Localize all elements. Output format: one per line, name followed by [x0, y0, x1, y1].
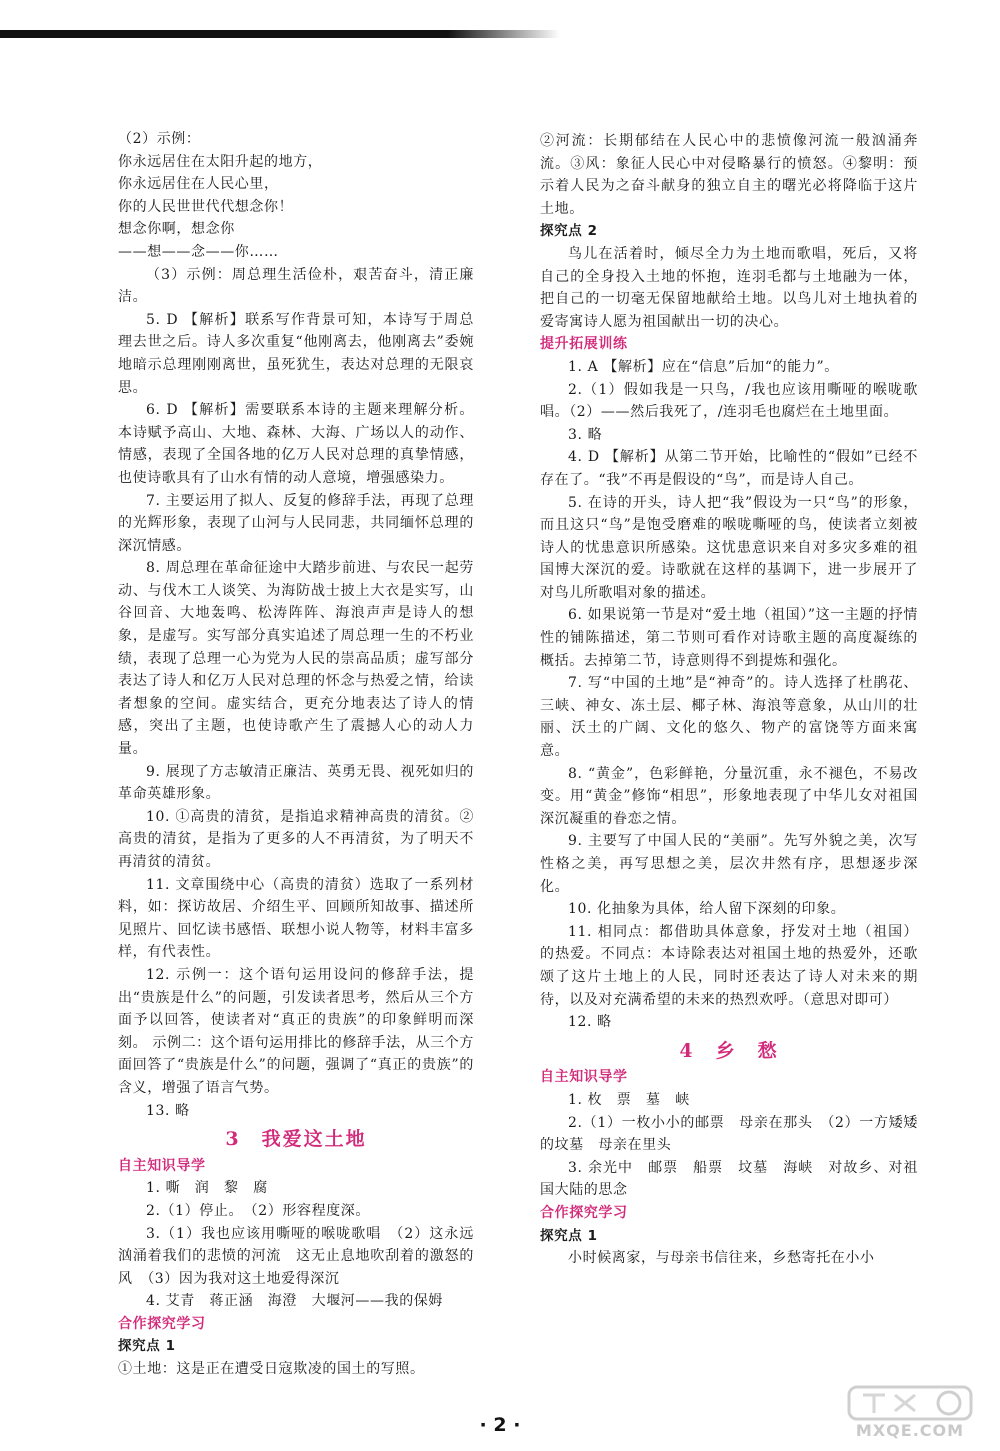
answer-paragraph: 10. 化抽象为具体，给人留下深刻的印象。	[568, 901, 846, 918]
answer-paragraph: 3. 略	[568, 426, 603, 443]
answer-paragraph: ②河流：长期郁结在人民心中的悲愤像河流一般汹涌奔流。③风：象征人民心中对侵略暴行的愤怒。④黎明：预示着人民为之奋斗献身的独立自主的曙光必将降临于这片土地。	[540, 133, 918, 217]
answer-paragraph: 2.（1）一枚小小的邮票 母亲在那头 （2）一方矮矮的坟墓 母亲在里头	[540, 1114, 918, 1154]
page-number: · 2 ·	[479, 1414, 521, 1436]
answer-paragraph: 小时候离家，与母亲书信往来，乡愁寄托在小小	[568, 1250, 875, 1267]
subsection-label: 探究点 1	[540, 1227, 598, 1244]
answer-paragraph: 12. 略	[568, 1014, 612, 1031]
answer-paragraph: 11. 文章围绕中心（高贵的清贫）选取了一系列材料，如：探访故居、介绍生平、回顾所知故事、描述所见照片、回忆读书感悟、联想小说人物等，材料丰富多样，有代表性。	[118, 876, 474, 961]
answer-paragraph: 8. 周总理在革命征途中大踏步前进、与农民一起劳动、与伐木工人谈笑、为海防战士披上大衣是实写，山谷回音、大地轰鸣、松涛阵阵、海浪声声是诗人的想象，是虚写。实写部分真实追述了周总理一生的不朽业绩，表现了总理一心为党为人民的崇高品质；虚写部分表达了诗人和亿万人民对总理的怀念与热爱之情，给读者想象的空间。虚实结合，更充分地表达了诗人的情感，突出了主题，也使诗歌产生了震撼人心的动人力量。	[118, 560, 474, 758]
answer-paragraph: 2.（1）停止。 （2）形容程度深。	[146, 1202, 370, 1219]
answer-paragraph: 1. 嘶 润 黎 腐	[146, 1180, 268, 1197]
answer-paragraph: 1. 枚 票 墓 峡	[568, 1091, 690, 1108]
answer-paragraph: （2）示例：	[118, 131, 201, 147]
answer-paragraph: 3. 余光中 邮票 船票 坟墓 海峡 对故乡、对祖国大陆的思念	[540, 1159, 918, 1199]
left-column	[118, 128, 474, 1381]
answer-paragraph: 你永远居住在人民心里，	[118, 176, 279, 193]
answer-paragraph: 鸟儿在活着时，倾尽全力为土地而歌唱，死后，又将自己的全身投入土地的怀抱，连羽毛都与土地融为一体，把自己的一切毫无保留地献给土地。以鸟儿对土地执着的爱寄寓诗人愿为祖国献出一切的决心。	[540, 245, 918, 330]
answer-paragraph: 13. 略	[146, 1102, 190, 1119]
answer-paragraph: 6. D 【解析】需要联系本诗的主题来理解分析。本诗赋予高山、大地、森林、大海、广场以人的动作、情感，表现了全国各地的亿万人民对总理的真挚情感，也使诗歌具有了山水有情的动人意境，增强感染力。	[118, 402, 474, 486]
subsection-label: 探究点 2	[540, 223, 598, 240]
answer-paragraph: 6. 如果说第一节是对“爱土地（祖国）”这一主题的抒情性的铺陈描述，第二节则可看作对诗歌主题的高度凝练的概括。去掉第二节，诗意则得不到提炼和强化。	[540, 607, 918, 669]
answer-paragraph: 9. 主要写了中国人民的“美丽”。先写外貌之美，次写性格之美，再写思想之美，层次井然有序，思想逐步深化。	[540, 833, 918, 895]
answer-paragraph: 10. ①高贵的清贫，是指追求精神高贵的清贫。②高贵的清贫，是指为了更多的人不再清贫，为了明天不再清贫的清贫。	[118, 808, 474, 870]
top-rule	[0, 30, 560, 38]
section-heading: 提升拓展训练	[540, 336, 628, 353]
answer-paragraph: 7. 写“中国的土地”是“神奇”的。诗人选择了杜鹃花、三峡、神女、冻土层、椰子林、海浪等意象，从山川的壮丽、沃土的广阔、文化的悠久、物产的富饶等方面来寓意。	[540, 675, 918, 760]
answer-stamp-icon	[845, 1383, 975, 1423]
section-heading: 合作探究学习	[540, 1204, 628, 1221]
answer-paragraph: 1. A 【解析】应在“信息”后加“的能力”。	[568, 358, 839, 375]
watermark-logo	[845, 1383, 975, 1445]
section-heading: 自主知识导学	[118, 1157, 206, 1174]
chapter-title: 4 乡 愁	[679, 1039, 779, 1062]
answer-paragraph: 5. D 【解析】联系写作背景可知，本诗写于周总理去世之后。诗人多次重复“他刚离去，他刚离去”委婉地暗示总理刚刚离世，虽死犹生，表达对总理的无限哀思。	[118, 311, 474, 396]
answer-paragraph: 4. D 【解析】从第二节开始，比喻性的“假如”已经不存在了。“我”不再是假设的“鸟”，而是诗人自己。	[540, 449, 918, 488]
answer-paragraph: 4. 艾青 蒋正涵 海澄 大堰河——我的保姆	[146, 1293, 444, 1310]
answer-paragraph: ①土地：这是正在遭受日寇欺凌的国土的写照。	[118, 1361, 425, 1378]
answer-paragraph: 9. 展现了方志敏清正廉洁、英勇无畏、视死如归的革命英雄形象。	[118, 763, 474, 803]
right-column	[540, 130, 918, 1270]
answer-paragraph: ——想——念——你……	[118, 243, 279, 260]
answer-paragraph: 3.（1）我也应该用嘶哑的喉咙歌唱 （2）这永远汹涌着我们的悲愤的河流 这无止息地吹刮着的激怒的风 （3）因为我对这土地爱得深沉	[118, 1225, 474, 1287]
answer-paragraph: 你永远居住在太阳升起的地方，	[118, 153, 323, 170]
answer-paragraph: （3）示例：周总理生活俭朴，艰苦奋斗，清正廉洁。	[118, 266, 474, 306]
subsection-label: 探究点 1	[118, 1338, 176, 1355]
answer-paragraph: 7. 主要运用了拟人、反复的修辞手法，再现了总理的光辉形象，表现了山河与人民同悲，共同缅怀总理的深沉情感。	[118, 492, 474, 554]
section-heading: 自主知识导学	[540, 1069, 628, 1086]
section-heading: 合作探究学习	[118, 1315, 206, 1332]
answer-paragraph: 5. 在诗的开头，诗人把“我”假设为一只“鸟”的形象，而且这只“鸟”是饱受磨难的喉咙嘶哑的鸟，使读者立刻被诗人的忧患意识所感染。这忧患意识来自对多灾多难的祖国博大深沉的爱。诗歌就在这样的基调下，进一步展开了对鸟儿所歌唱对象的描述。	[540, 494, 918, 601]
answer-paragraph: 12. 示例一：这个语句运用设问的修辞手法，提出“贵族是什么”的问题，引发读者思考，然后从三个方面予以回答，使读者对“真正的贵族”的印象鲜明而深刻。 示例二：这个语句运用排比的修辞手法，从三个方面回答了“贵族是什么”的问题，强调了“真正的贵族”的含义，增强了语言气势。	[118, 966, 474, 1096]
answer-paragraph: 8. “黄金”，色彩鲜艳，分量沉重，永不褪色，不易改变。用“黄金”修饰“相思”，形象地表现了中华儿女对祖国深沉凝重的眷恋之情。	[540, 765, 918, 827]
answer-paragraph: 2.（1）假如我是一只鸟，/我也应该用嘶哑的喉咙歌唱。（2）——然后我死了，/连羽毛也腐烂在土地里面。	[540, 381, 918, 421]
chapter-title: 3 我爱这土地	[225, 1128, 367, 1151]
answer-paragraph: 11. 相同点：都借助具体意象，抒发对土地（祖国）的热爱。不同点：本诗除表达对祖国土地的热爱外，还歌颂了这片土地上的人民，同时还表达了诗人对未来的期待，以及对充满希望的未来的热烈欢呼。（意思对即可）	[540, 923, 918, 1008]
answer-paragraph: 你的人民世世代代想念你！	[118, 198, 294, 215]
answer-paragraph: 想念你啊，想念你	[118, 221, 235, 238]
watermark-text: MXQE.COM	[855, 1421, 965, 1440]
